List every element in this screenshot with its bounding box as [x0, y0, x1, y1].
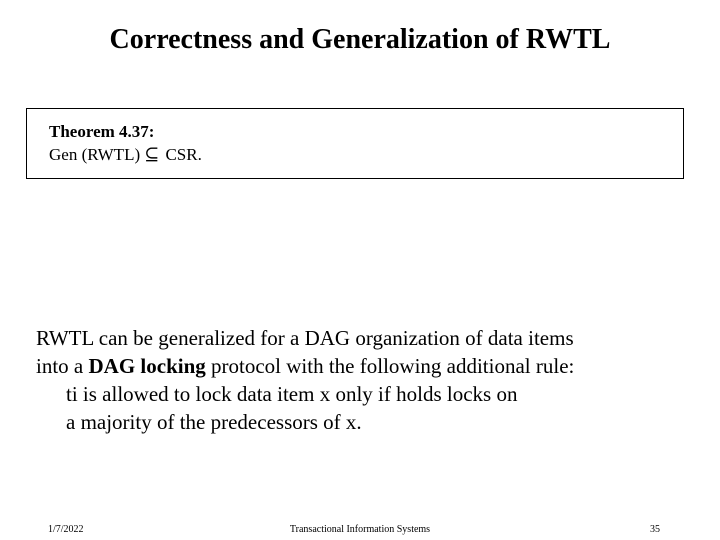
body-paragraph — [36, 324, 706, 436]
footer-title: Transactional Information Systems — [289, 524, 431, 535]
subset-symbol: ⊆ — [144, 144, 160, 164]
body-line-1: RWTL can be generalized for a DAG organization of data items — [36, 326, 574, 350]
theorem-statement — [49, 143, 683, 166]
body-line-3: ti is allowed to lock data item x only if holds locks on — [66, 382, 518, 406]
theorem-box — [26, 108, 684, 179]
theorem-statement-right: CSR. — [165, 145, 202, 164]
theorem-heading: Theorem 4.37: — [49, 122, 155, 141]
theorem-statement-left: Gen (RWTL) — [49, 145, 141, 164]
body-line-2-post: protocol with the following additional rule: — [205, 354, 575, 378]
body-line-2 — [36, 352, 706, 380]
dag-locking-term: DAG locking — [88, 354, 206, 378]
body-line-4: a majority of the predecessors of x. — [66, 410, 362, 434]
body-line-2-pre: into a — [36, 354, 89, 378]
page-number: 35 — [650, 524, 660, 535]
slide-title: Correctness and Generalization of RWTL — [109, 24, 611, 55]
footer-date: 1/7/2022 — [48, 524, 84, 535]
